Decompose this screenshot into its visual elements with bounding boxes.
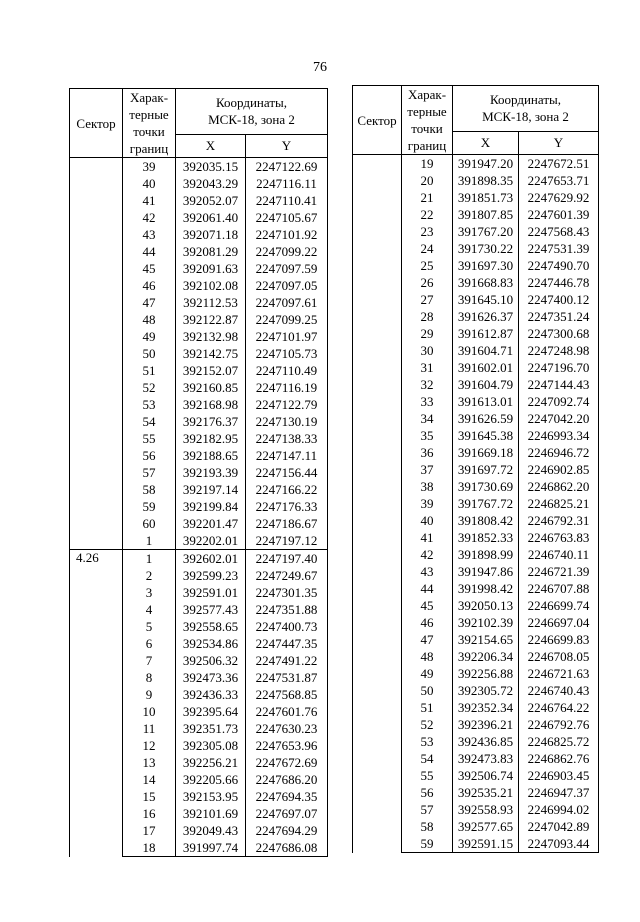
y-cell: 2246721.63 (519, 665, 599, 682)
y-cell: 2247630.23 (246, 720, 328, 737)
point-cell: 4 (123, 601, 176, 618)
point-cell: 51 (123, 362, 176, 379)
sector-cell (353, 155, 402, 853)
x-cell: 392436.85 (453, 733, 519, 750)
x-cell: 391947.86 (453, 563, 519, 580)
x-cell: 392132.98 (176, 328, 246, 345)
x-cell: 391697.30 (453, 257, 519, 274)
table-row (70, 550, 328, 568)
x-cell: 392049.43 (176, 822, 246, 839)
point-cell: 32 (402, 376, 453, 393)
point-cell: 28 (402, 308, 453, 325)
point-cell: 57 (402, 801, 453, 818)
x-cell: 392081.29 (176, 243, 246, 260)
y-cell: 2246699.74 (519, 597, 599, 614)
point-cell: 51 (402, 699, 453, 716)
y-cell: 2247686.08 (246, 839, 328, 857)
y-cell: 2247110.49 (246, 362, 328, 379)
y-cell: 2247093.44 (519, 835, 599, 853)
point-cell: 11 (123, 720, 176, 737)
header-x: X (453, 131, 519, 154)
x-cell: 391852.33 (453, 529, 519, 546)
y-cell: 2246903.45 (519, 767, 599, 784)
x-cell: 392351.73 (176, 720, 246, 737)
x-cell: 391730.22 (453, 240, 519, 257)
y-cell: 2247197.12 (246, 532, 328, 550)
y-cell: 2247097.05 (246, 277, 328, 294)
point-cell: 60 (123, 515, 176, 532)
x-cell: 392577.43 (176, 601, 246, 618)
y-cell: 2246699.83 (519, 631, 599, 648)
y-cell: 2246862.76 (519, 750, 599, 767)
y-cell: 2246825.21 (519, 495, 599, 512)
y-cell: 2247446.78 (519, 274, 599, 291)
x-cell: 392035.15 (176, 158, 246, 176)
point-cell: 41 (123, 192, 176, 209)
x-cell: 392256.21 (176, 754, 246, 771)
y-cell: 2247447.35 (246, 635, 328, 652)
x-cell: 392396.21 (453, 716, 519, 733)
header-y: Y (519, 131, 599, 154)
y-cell: 2247122.79 (246, 396, 328, 413)
y-cell: 2247116.19 (246, 379, 328, 396)
point-cell: 57 (123, 464, 176, 481)
y-cell: 2247116.11 (246, 175, 328, 192)
point-cell: 6 (123, 635, 176, 652)
y-cell: 2246764.22 (519, 699, 599, 716)
point-cell: 39 (123, 158, 176, 176)
x-cell: 392102.39 (453, 614, 519, 631)
point-cell: 25 (402, 257, 453, 274)
y-cell: 2247097.61 (246, 294, 328, 311)
point-cell: 50 (402, 682, 453, 699)
x-cell: 392152.07 (176, 362, 246, 379)
y-cell: 2247097.59 (246, 260, 328, 277)
x-cell: 392197.14 (176, 481, 246, 498)
y-cell: 2247099.22 (246, 243, 328, 260)
x-cell: 392102.08 (176, 277, 246, 294)
point-cell: 58 (402, 818, 453, 835)
point-cell: 56 (402, 784, 453, 801)
x-cell: 391669.18 (453, 444, 519, 461)
header-sector: Сектор (70, 89, 123, 158)
x-cell: 392506.32 (176, 652, 246, 669)
point-cell: 17 (123, 822, 176, 839)
x-cell: 392558.65 (176, 618, 246, 635)
y-cell: 2247197.40 (246, 550, 328, 568)
x-cell: 392205.66 (176, 771, 246, 788)
point-cell: 24 (402, 240, 453, 257)
x-cell: 392599.23 (176, 567, 246, 584)
x-cell: 391808.42 (453, 512, 519, 529)
y-cell: 2247491.22 (246, 652, 328, 669)
point-cell: 56 (123, 447, 176, 464)
x-cell: 392352.34 (453, 699, 519, 716)
x-cell: 391767.20 (453, 223, 519, 240)
point-cell: 26 (402, 274, 453, 291)
x-cell: 391645.10 (453, 291, 519, 308)
point-cell: 22 (402, 206, 453, 223)
point-cell: 40 (402, 512, 453, 529)
y-cell: 2247400.73 (246, 618, 328, 635)
x-cell: 391697.72 (453, 461, 519, 478)
x-cell: 392535.21 (453, 784, 519, 801)
y-cell: 2247490.70 (519, 257, 599, 274)
y-cell: 2246994.02 (519, 801, 599, 818)
point-cell: 46 (123, 277, 176, 294)
point-cell: 44 (402, 580, 453, 597)
point-cell: 27 (402, 291, 453, 308)
x-cell: 392188.65 (176, 447, 246, 464)
header-coordinates: Координаты, МСК-18, зона 2 (176, 89, 328, 135)
y-cell: 2247101.92 (246, 226, 328, 243)
point-cell: 42 (123, 209, 176, 226)
point-cell: 53 (123, 396, 176, 413)
point-cell: 37 (402, 461, 453, 478)
x-cell: 392591.01 (176, 584, 246, 601)
x-cell: 391898.35 (453, 172, 519, 189)
y-cell: 2246792.76 (519, 716, 599, 733)
x-cell: 392142.75 (176, 345, 246, 362)
x-cell: 392256.88 (453, 665, 519, 682)
y-cell: 2246947.37 (519, 784, 599, 801)
y-cell: 2247601.76 (246, 703, 328, 720)
y-cell: 2247653.71 (519, 172, 599, 189)
x-cell: 392176.37 (176, 413, 246, 430)
x-cell: 392061.40 (176, 209, 246, 226)
header-points: Харак- терные точки границ (402, 86, 453, 155)
point-cell: 39 (402, 495, 453, 512)
x-cell: 392591.15 (453, 835, 519, 853)
y-cell: 2247092.74 (519, 393, 599, 410)
point-cell: 33 (402, 393, 453, 410)
y-cell: 2246721.39 (519, 563, 599, 580)
point-cell: 5 (123, 618, 176, 635)
point-cell: 42 (402, 546, 453, 563)
y-cell: 2247601.39 (519, 206, 599, 223)
x-cell: 392201.47 (176, 515, 246, 532)
x-cell: 392071.18 (176, 226, 246, 243)
y-cell: 2247697.07 (246, 805, 328, 822)
x-cell: 392154.65 (453, 631, 519, 648)
table-row (353, 155, 599, 173)
point-cell: 8 (123, 669, 176, 686)
y-cell: 2247686.20 (246, 771, 328, 788)
y-cell: 2246740.11 (519, 546, 599, 563)
point-cell: 15 (123, 788, 176, 805)
point-cell: 13 (123, 754, 176, 771)
point-cell: 18 (123, 839, 176, 857)
point-cell: 29 (402, 325, 453, 342)
y-cell: 2247351.24 (519, 308, 599, 325)
y-cell: 2247301.35 (246, 584, 328, 601)
x-cell: 391645.38 (453, 427, 519, 444)
y-cell: 2246763.83 (519, 529, 599, 546)
point-cell: 43 (123, 226, 176, 243)
y-cell: 2247105.73 (246, 345, 328, 362)
y-cell: 2247099.25 (246, 311, 328, 328)
point-cell: 46 (402, 614, 453, 631)
header-y: Y (246, 134, 328, 157)
x-cell: 392193.39 (176, 464, 246, 481)
y-cell: 2247672.69 (246, 754, 328, 771)
point-cell: 9 (123, 686, 176, 703)
y-cell: 2247249.67 (246, 567, 328, 584)
y-cell: 2247248.98 (519, 342, 599, 359)
point-cell: 54 (123, 413, 176, 430)
y-cell: 2246862.20 (519, 478, 599, 495)
y-cell: 2246697.04 (519, 614, 599, 631)
x-cell: 392395.64 (176, 703, 246, 720)
point-cell: 16 (123, 805, 176, 822)
header-sector: Сектор (353, 86, 402, 155)
table-row (70, 158, 328, 176)
point-cell: 41 (402, 529, 453, 546)
x-cell: 391604.71 (453, 342, 519, 359)
x-cell: 391997.74 (176, 839, 246, 857)
x-cell: 392305.08 (176, 737, 246, 754)
y-cell: 2247400.12 (519, 291, 599, 308)
x-cell: 392043.29 (176, 175, 246, 192)
point-cell: 30 (402, 342, 453, 359)
x-cell: 391604.79 (453, 376, 519, 393)
y-cell: 2247166.22 (246, 481, 328, 498)
point-cell: 58 (123, 481, 176, 498)
x-cell: 392050.13 (453, 597, 519, 614)
point-cell: 52 (123, 379, 176, 396)
y-cell: 2247351.88 (246, 601, 328, 618)
point-cell: 59 (123, 498, 176, 515)
sector-cell: 4.26 (70, 550, 123, 857)
point-cell: 48 (402, 648, 453, 665)
x-cell: 392202.01 (176, 532, 246, 550)
y-cell: 2247110.41 (246, 192, 328, 209)
point-cell: 54 (402, 750, 453, 767)
y-cell: 2247672.51 (519, 155, 599, 173)
point-cell: 47 (123, 294, 176, 311)
point-cell: 45 (123, 260, 176, 277)
y-cell: 2247568.85 (246, 686, 328, 703)
y-cell: 2246708.05 (519, 648, 599, 665)
x-cell: 392577.65 (453, 818, 519, 835)
point-cell: 35 (402, 427, 453, 444)
point-cell: 21 (402, 189, 453, 206)
y-cell: 2246946.72 (519, 444, 599, 461)
y-cell: 2246792.31 (519, 512, 599, 529)
point-cell: 2 (123, 567, 176, 584)
x-cell: 391668.83 (453, 274, 519, 291)
x-cell: 391898.99 (453, 546, 519, 563)
y-cell: 2247042.20 (519, 410, 599, 427)
y-cell: 2247105.67 (246, 209, 328, 226)
x-cell: 391612.87 (453, 325, 519, 342)
point-cell: 31 (402, 359, 453, 376)
point-cell: 10 (123, 703, 176, 720)
point-cell: 40 (123, 175, 176, 192)
y-cell: 2246993.34 (519, 427, 599, 444)
y-cell: 2247568.43 (519, 223, 599, 240)
point-cell: 14 (123, 771, 176, 788)
x-cell: 392602.01 (176, 550, 246, 568)
x-cell: 392506.74 (453, 767, 519, 784)
x-cell: 392168.98 (176, 396, 246, 413)
y-cell: 2247531.39 (519, 240, 599, 257)
y-cell: 2247101.97 (246, 328, 328, 345)
x-cell: 392052.07 (176, 192, 246, 209)
point-cell: 59 (402, 835, 453, 853)
x-cell: 392558.93 (453, 801, 519, 818)
point-cell: 53 (402, 733, 453, 750)
point-cell: 55 (123, 430, 176, 447)
y-cell: 2246902.85 (519, 461, 599, 478)
x-cell: 392473.36 (176, 669, 246, 686)
y-cell: 2247300.68 (519, 325, 599, 342)
x-cell: 391602.01 (453, 359, 519, 376)
x-cell: 392122.87 (176, 311, 246, 328)
point-cell: 48 (123, 311, 176, 328)
x-cell: 392436.33 (176, 686, 246, 703)
header-coordinates: Координаты, МСК-18, зона 2 (453, 86, 599, 132)
point-cell: 7 (123, 652, 176, 669)
y-cell: 2247653.96 (246, 737, 328, 754)
point-cell: 1 (123, 532, 176, 550)
x-cell: 391730.69 (453, 478, 519, 495)
y-cell: 2247186.67 (246, 515, 328, 532)
y-cell: 2247156.44 (246, 464, 328, 481)
x-cell: 391807.85 (453, 206, 519, 223)
x-cell: 392206.34 (453, 648, 519, 665)
point-cell: 34 (402, 410, 453, 427)
point-cell: 47 (402, 631, 453, 648)
page-number: 76 (313, 60, 327, 75)
x-cell: 392112.53 (176, 294, 246, 311)
x-cell: 392199.84 (176, 498, 246, 515)
y-cell: 2246707.88 (519, 580, 599, 597)
y-cell: 2247138.33 (246, 430, 328, 447)
y-cell: 2247176.33 (246, 498, 328, 515)
header-points: Харак- терные точки границ (123, 89, 176, 158)
y-cell: 2247629.92 (519, 189, 599, 206)
x-cell: 391626.59 (453, 410, 519, 427)
x-cell: 391947.20 (453, 155, 519, 173)
point-cell: 49 (402, 665, 453, 682)
x-cell: 392101.69 (176, 805, 246, 822)
x-cell: 391767.72 (453, 495, 519, 512)
y-cell: 2247122.69 (246, 158, 328, 176)
x-cell: 392305.72 (453, 682, 519, 699)
x-cell: 391998.42 (453, 580, 519, 597)
point-cell: 19 (402, 155, 453, 173)
point-cell: 55 (402, 767, 453, 784)
point-cell: 1 (123, 550, 176, 568)
x-cell: 392182.95 (176, 430, 246, 447)
y-cell: 2247531.87 (246, 669, 328, 686)
point-cell: 36 (402, 444, 453, 461)
header-x: X (176, 134, 246, 157)
x-cell: 392091.63 (176, 260, 246, 277)
point-cell: 3 (123, 584, 176, 601)
x-cell: 392534.86 (176, 635, 246, 652)
x-cell: 391626.37 (453, 308, 519, 325)
coordinates-table-right (352, 85, 599, 853)
x-cell: 392160.85 (176, 379, 246, 396)
x-cell: 391851.73 (453, 189, 519, 206)
point-cell: 38 (402, 478, 453, 495)
point-cell: 50 (123, 345, 176, 362)
x-cell: 392153.95 (176, 788, 246, 805)
sector-cell (70, 158, 123, 550)
y-cell: 2247694.29 (246, 822, 328, 839)
y-cell: 2246740.43 (519, 682, 599, 699)
y-cell: 2247147.11 (246, 447, 328, 464)
point-cell: 52 (402, 716, 453, 733)
coordinates-table-left (69, 88, 328, 857)
y-cell: 2246825.72 (519, 733, 599, 750)
y-cell: 2247196.70 (519, 359, 599, 376)
x-cell: 391613.01 (453, 393, 519, 410)
point-cell: 20 (402, 172, 453, 189)
point-cell: 23 (402, 223, 453, 240)
point-cell: 12 (123, 737, 176, 754)
x-cell: 392473.83 (453, 750, 519, 767)
point-cell: 43 (402, 563, 453, 580)
y-cell: 2247042.89 (519, 818, 599, 835)
point-cell: 45 (402, 597, 453, 614)
point-cell: 49 (123, 328, 176, 345)
y-cell: 2247130.19 (246, 413, 328, 430)
y-cell: 2247144.43 (519, 376, 599, 393)
y-cell: 2247694.35 (246, 788, 328, 805)
point-cell: 44 (123, 243, 176, 260)
